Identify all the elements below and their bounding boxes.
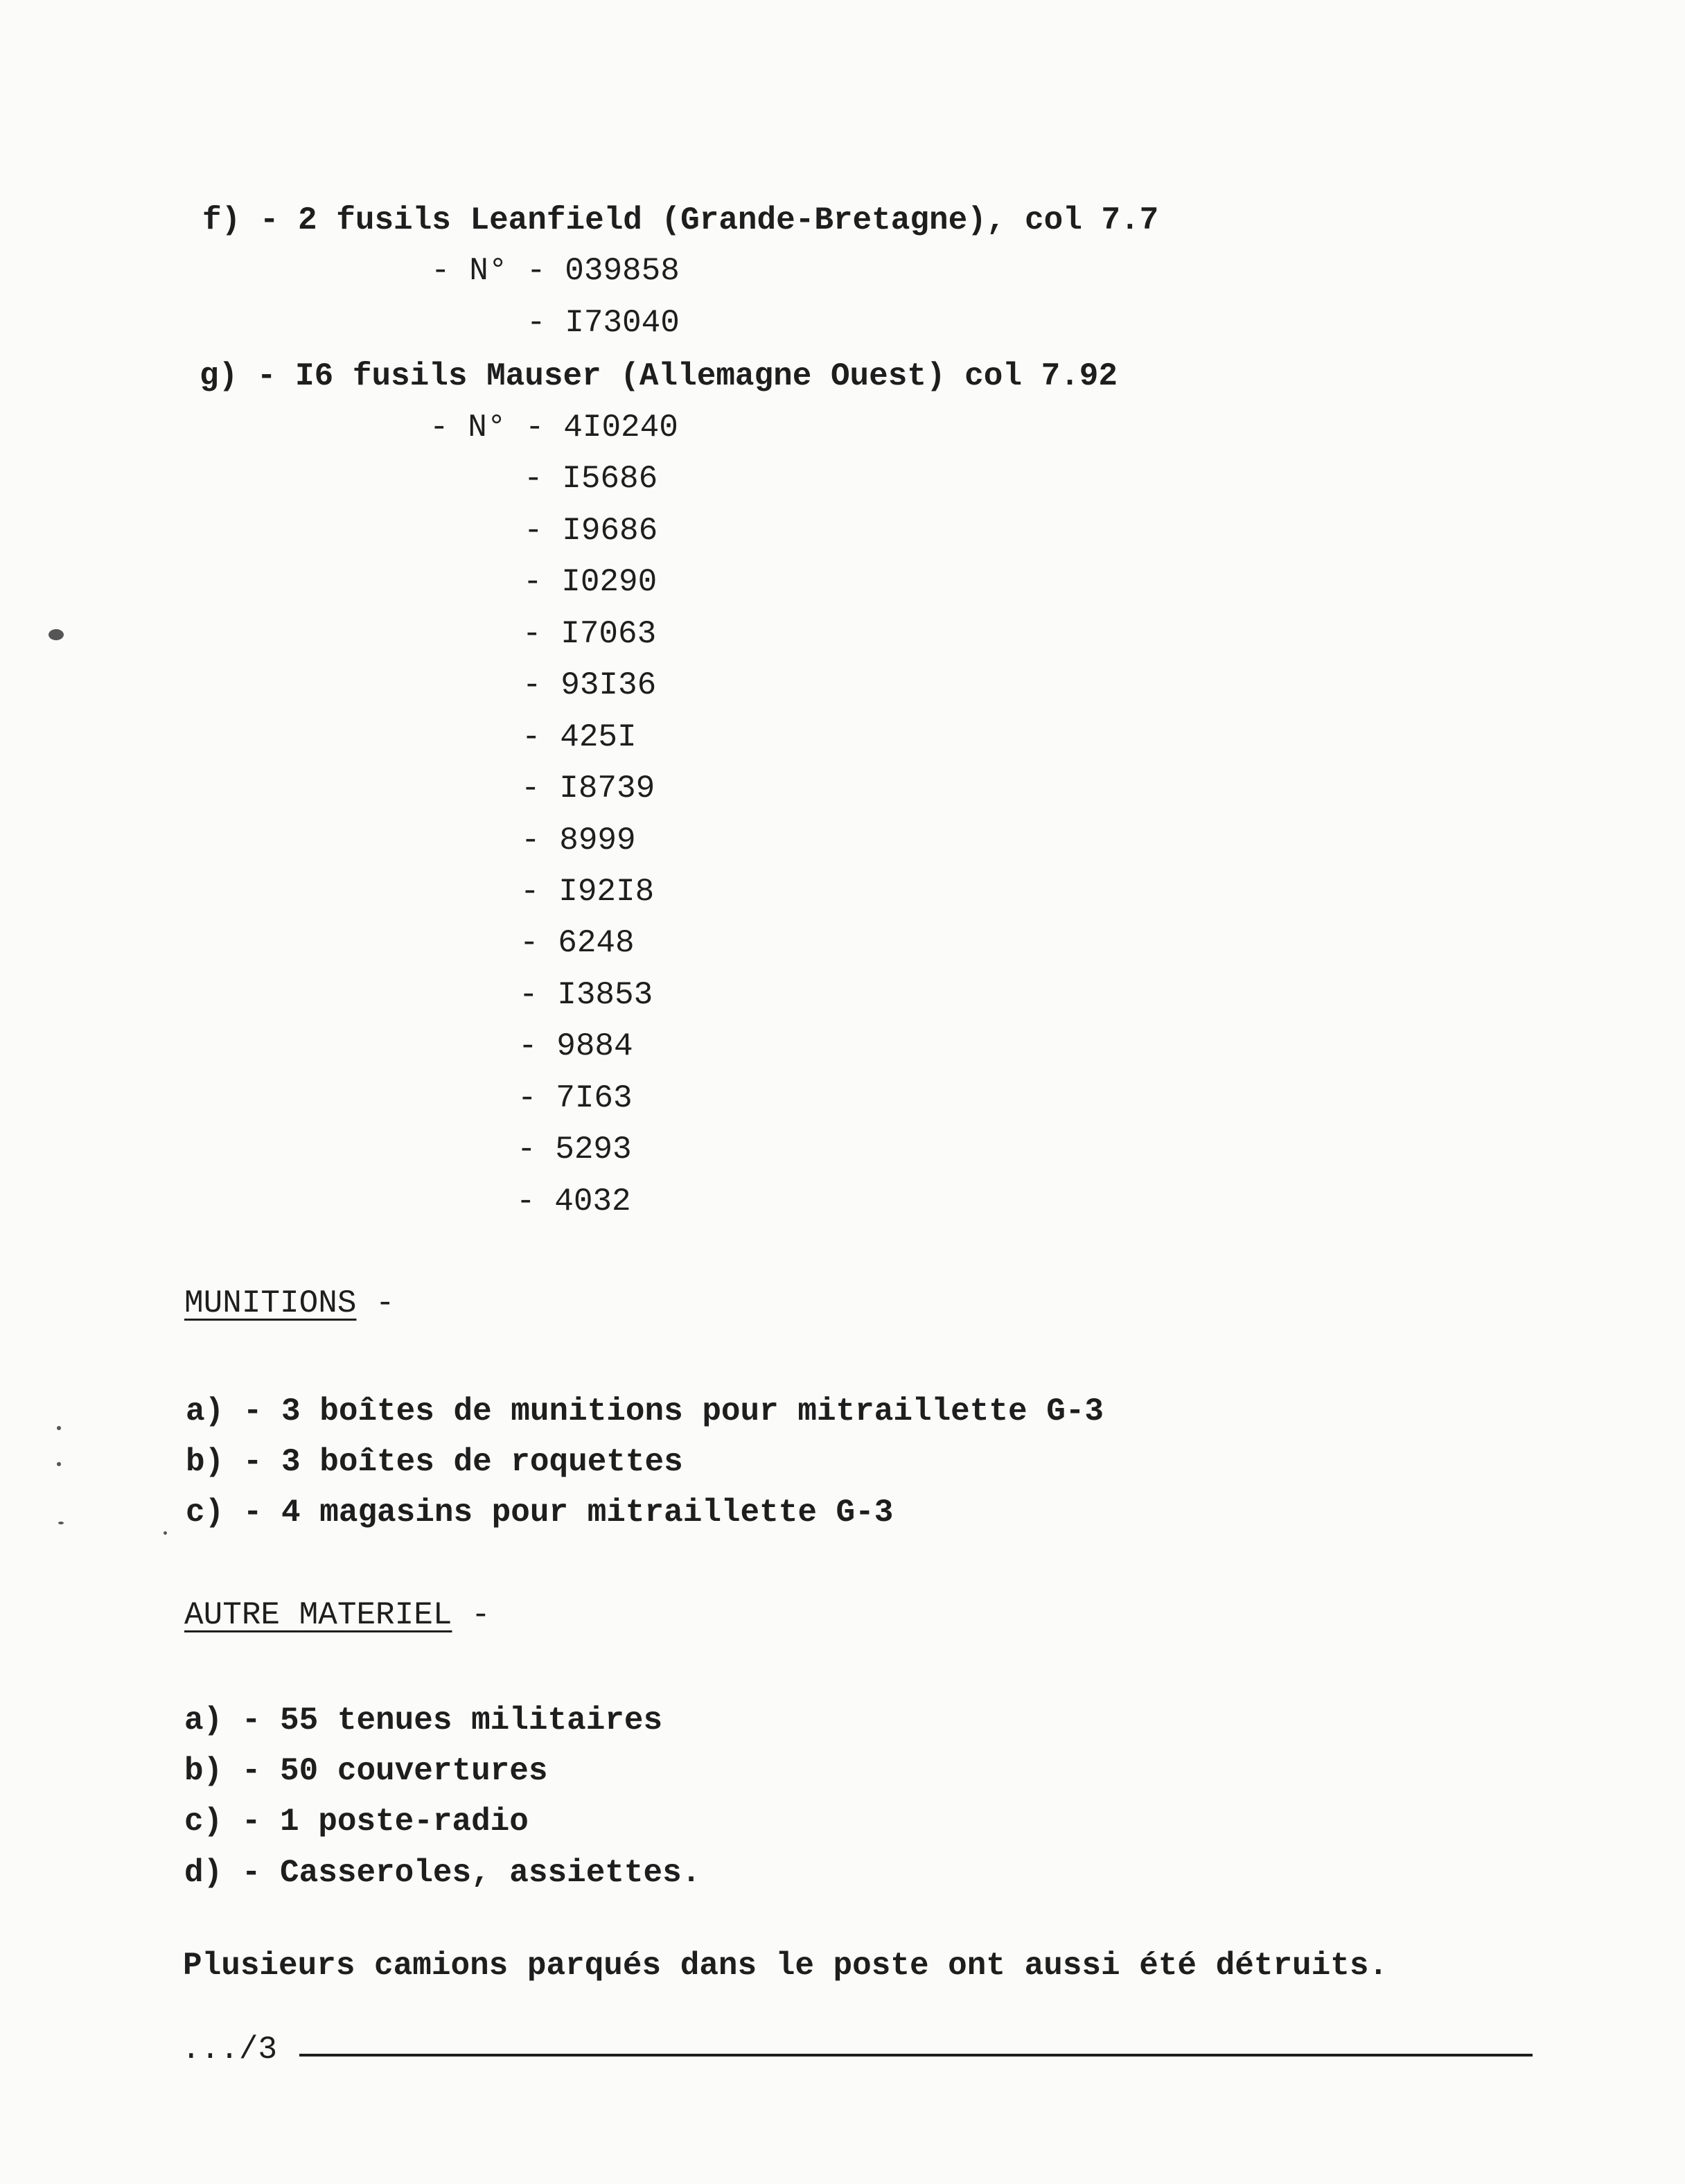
section-g-number-1: - N° - 4I0240 — [430, 410, 678, 446]
scan-speck — [58, 1522, 64, 1524]
serial-number: - I92I8 — [520, 874, 655, 910]
scan-speck — [48, 629, 64, 640]
closing-sentence: Plusieurs camions parqués dans le poste ont aussi été détruits. — [183, 1948, 1388, 1984]
autre-item-d: d) - Casseroles, assiettes. — [184, 1855, 701, 1891]
munitions-item-a: a) - 3 boîtes de munitions pour mitraillette G-3 — [186, 1393, 1104, 1429]
scan-speck — [57, 1462, 61, 1466]
serial-number: - 93I36 — [522, 667, 657, 703]
serial-number: - 9884 — [518, 1028, 633, 1064]
section-f-heading: f) - 2 fusils Leanfield (Grande-Bretagne), col 7.7 — [202, 202, 1159, 238]
autre-materiel-heading — [184, 1599, 491, 1631]
autre-materiel-title: AUTRE MATERIEL — [184, 1597, 452, 1633]
section-g-heading: g) - I6 fusils Mauser (Allemagne Ouest) col 7.92 — [200, 358, 1118, 394]
section-f-number-2: - I73040 — [527, 305, 680, 341]
munitions-item-b: b) - 3 boîtes de roquettes — [186, 1444, 683, 1480]
autre-item-b: b) - 50 couvertures — [184, 1753, 548, 1789]
page-continuation: .../3 — [182, 2032, 278, 2068]
munitions-dash: - — [356, 1285, 395, 1321]
serial-number: - I3853 — [519, 977, 653, 1013]
autre-materiel-dash: - — [452, 1597, 491, 1633]
serial-number: - 425I — [522, 719, 637, 755]
munitions-heading — [184, 1287, 395, 1319]
serial-number: - 6248 — [520, 925, 635, 961]
autre-item-a: a) - 55 tenues militaires — [184, 1702, 663, 1738]
serial-number: - 4032 — [516, 1183, 631, 1219]
continuation-rule — [299, 2054, 1533, 2057]
serial-number: - 8999 — [521, 822, 636, 858]
serial-number: - I0290 — [523, 564, 658, 600]
scan-speck — [164, 1531, 167, 1535]
scan-speck — [57, 1426, 61, 1430]
section-f-number-1: - N° - 039858 — [431, 253, 680, 289]
serial-number: - 5293 — [517, 1131, 632, 1168]
serial-number: - 7I63 — [518, 1080, 633, 1116]
serial-number: - I7063 — [522, 616, 657, 652]
autre-item-c: c) - 1 poste-radio — [184, 1804, 529, 1840]
munitions-title: MUNITIONS — [184, 1285, 357, 1321]
serial-number: - I8739 — [521, 770, 655, 807]
serial-number: - I5686 — [524, 461, 658, 497]
serial-number: - I9686 — [524, 513, 658, 549]
munitions-item-c: c) - 4 magasins pour mitraillette G-3 — [186, 1495, 894, 1531]
